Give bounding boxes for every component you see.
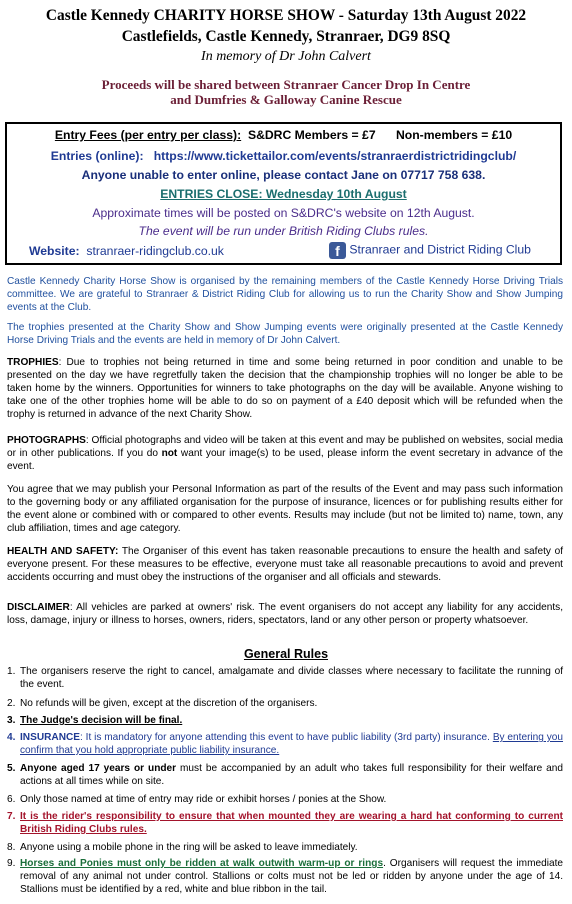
entries-close: ENTRIES CLOSE: Wednesday 10th August [160,187,407,201]
health-safety-paragraph [7,546,563,585]
online-entries-link[interactable]: https://www.tickettailor.com/events/stranraerdistrictridingclub/ [153,149,517,163]
rule-4-text-b: By entering you confirm that you hold appropriate public liability insurance. [20,732,564,756]
entry-info-box [5,122,562,265]
rule-6-text: Only those named at time of entry may ride or exhibit horses / ponies at the Show. [20,794,387,805]
photographs-paragraph [7,435,563,474]
health-safety-label: HEALTH AND SAFETY: [7,546,119,557]
website-link[interactable]: stranraer-ridingclub.co.uk [86,244,224,258]
online-entries-line [7,149,560,164]
rule-3-text: The Judge's decision will be final. [20,715,183,726]
facebook-group[interactable] [329,242,531,259]
non-member-fee: Non-members = £10 [395,128,513,142]
contact-line: Anyone unable to enter online, please contact Jane on 07717 758 638. [81,168,486,182]
trophies-paragraph [7,357,563,422]
rule-1: 1. The organisers reserve the right to cancel, amalgamate and divide classes where necessary to facilitate the running of the event. [7,666,563,690]
memory-line: In memory of Dr John Calvert [201,49,371,64]
photographs-text-a: : Official photographs and video will be taken at this event and may be published on websites, social media or in other publications. If you do [7,435,563,459]
website-label: Website: [29,244,80,258]
rule-8: 8. Anyone using a mobile phone in the ring will be asked to leave immediately. [7,842,563,855]
rule-5-bold: Anyone aged 17 years or under [20,763,177,774]
facebook-link[interactable]: Stranraer and District Riding Club [349,242,531,257]
disclaimer-paragraph [7,602,563,628]
rule-5-text: must be accompanied by an adult who takes full responsibility for their welfare and actions at all times while on site. [20,763,563,787]
rule-4: 4. INSURANCE: It is mandatory for anyone attending this event to have public liability (3rd party) insurance. By entering you confirm that you hold appropriate public liability insurance. [7,732,564,756]
online-entries-label: Entries (online): [50,149,144,163]
photographs-not: not [161,447,178,459]
proceeds-line-2: and Dumfries & Galloway Canine Rescue [170,92,402,107]
health-safety-text: The Organiser of this event has taken reasonable precautions to ensure the health and safety of everyone present. For these measures to be effective, everyone must take all reasonable precautions to avoid and prevent accidents occurring and must obey the instructions of the organiser and all officials and stewards. [7,546,563,583]
rule-8-text: Anyone using a mobile phone in the ring will be asked to leave immediately. [20,842,358,853]
proceeds-note [0,77,572,107]
rule-1-text: The organisers reserve the right to cancel, amalgamate and divide classes where necessary to facilitate the running of the event. [20,666,563,690]
rule-2-text: No refunds will be given, except at the discretion of the organisers. [20,698,318,709]
trophies-text: : Due to trophies not being returned in time and some being returned in poor condition and unable to be presented on the day we have regretfully taken the decision that the championship trophies will no longer be able to be taken home by the winners. Opportunities for winners to take photographs on the day will be available. Anyone wishing to take one of the other trophies home will be able to do so on payment of a £40 deposit which will be refunded when the trophy is returned in advance of the next Charity Show. [7,357,563,420]
rule-2: 2. No refunds will be given, except at the discretion of the organisers. [7,698,563,711]
brc-rules-note: The event will be run under British Riding Clubs rules. [138,224,429,238]
general-rules-heading: General Rules [243,647,329,661]
venue-address: Castlefields, Castle Kennedy, Stranraer, DG9 8SQ [121,28,451,45]
member-fee: S&DRC Members = £7 [247,128,376,142]
photographs-label: PHOTOGRAPHS [7,435,86,446]
rule-9-green: Horses and Ponies must only be ridden at walk outwith warm-up or rings [20,858,384,869]
rule-9: 9. Horses and Ponies must only be ridden at walk outwith warm-up or rings. Organisers will request the immediate removal of any animal not under control. Stallions or colts must not be led or ridden by anyone under the age of 14. Stallions must be identified by a red, white and blue ribbon in the tail. [7,858,563,895]
intro-paragraph-1: Castle Kennedy Charity Horse Show is organised by the remaining members of the Castle Kennedy Horse Driving Trials committee. We are grateful to Stranraer & District Riding Club for allowing us to run the Charity Show and Show Jumping events at the Club. [7,276,563,313]
show-title: Castle Kennedy CHARITY HORSE SHOW - Saturday 13th August 2022 [45,7,527,24]
rule-6: 6. Only those named at time of entry may ride or exhibit horses / ponies at the Show. [7,794,563,807]
rule-4-text-a: : It is mandatory for anyone attending this event to have public liability (3rd party) insurance. [80,732,490,743]
proceeds-line-1: Proceeds will be shared between Stranraer Cancer Drop In Centre [101,77,471,92]
personal-info-paragraph: You agree that we may publish your Personal Information as part of the results of the Event and may pass such information to the governing body or any affiliated organisation for the purpose of insurance, licences or for publishing results either for the event alone or combined with or compared to other events. Results may include (but not be limited to) name, town, any club affiliation, times and age category. [7,484,563,534]
trophies-label: TROPHIES [7,357,59,368]
photographs-text-b: want your image(s) to be used, please inform the event secretary in advance of the event. [7,447,563,472]
disclaimer-text: : All vehicles are parked at owners' risk. The event organisers do not accept any liability for any accidents, loss, damage, injury or illness to horses, owners, riders, spectators, land or any other person or property whatsoever. [7,602,563,626]
rule-5: 5. Anyone aged 17 years or under must be accompanied by an adult who takes full responsibility for their welfare and actions at all times while on site. [7,763,563,787]
website-line [7,244,560,259]
disclaimer-label: DISCLAIMER [7,602,70,613]
rule-3: 3. The Judge's decision will be final. [7,715,563,728]
entry-fees-line [7,128,560,143]
rule-7: 7. It is the rider's responsibility to ensure that when mounted they are wearing a hard hat conforming to current British Riding Clubs rules. [7,811,563,835]
facebook-icon: f [329,242,346,259]
rule-4-label: INSURANCE [20,732,81,743]
intro-paragraph-2: The trophies presented at the Charity Show and Show Jumping events were originally presented at the Castle Kennedy Horse Driving Trials and the events are held in memory of Dr John Calvert. [7,322,563,346]
entry-fees-label: Entry Fees (per entry per class): [54,128,242,142]
rule-9-text: . Organisers will request the immediate removal of any animal not under control. Stallions or colts must not be led or ridden by anyone under the age of 14. Stallions must be identified by a red, white and blue ribbon in the tail. [20,858,563,895]
approx-times: Approximate times will be posted on S&DRC's website on 12th August. [92,206,475,220]
rule-7-text: It is the rider's responsibility to ensure that when mounted they are wearing a hard hat conforming to current British Riding Clubs rules. [20,811,563,835]
